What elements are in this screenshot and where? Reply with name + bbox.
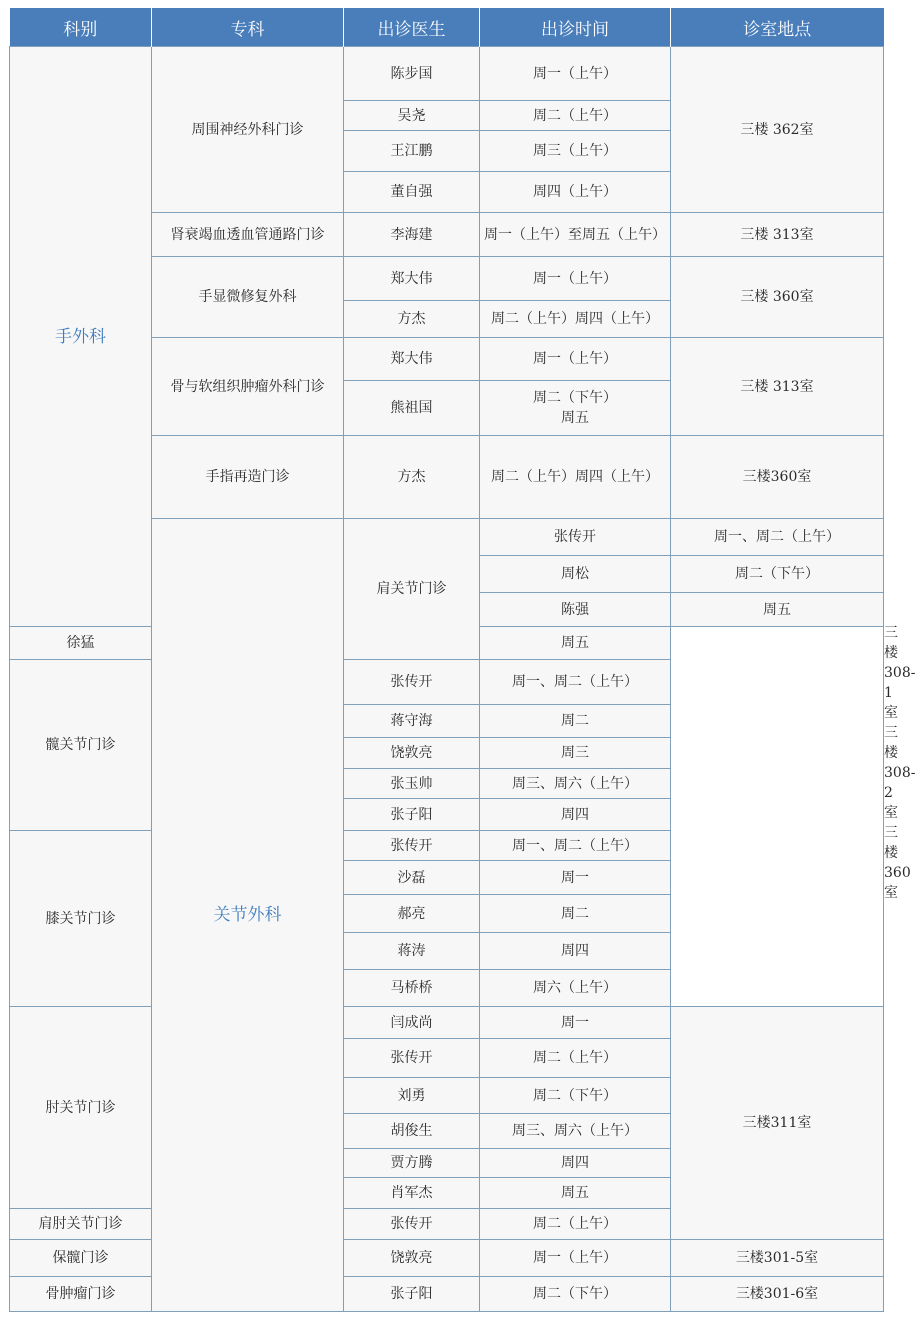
doctor-cell: 马桥桥 <box>344 970 480 1007</box>
specialty-cell: 膝关节门诊 <box>10 831 152 1007</box>
header-row <box>10 8 884 47</box>
time-cell: 周一（上午） <box>480 338 671 381</box>
time-cell: 周二 <box>480 895 671 933</box>
doctor-cell: 沙磊 <box>344 861 480 895</box>
doctor-cell: 张传开 <box>480 519 671 556</box>
time-cell: 周一、周二（上午） <box>480 831 671 861</box>
time-cell: 周六（上午） <box>480 970 671 1007</box>
specialty-cell: 髋关节门诊 <box>10 660 152 831</box>
time-cell: 周二（下午） <box>480 1277 671 1312</box>
time-line: 周五 <box>561 410 589 426</box>
header-specialty: 专科 <box>152 8 344 47</box>
time-cell: 周二（上午）周四（上午） <box>480 436 671 519</box>
doctor-cell: 张传开 <box>344 660 480 705</box>
time-cell: 周二（下午） <box>671 556 884 593</box>
time-cell: 周四 <box>480 799 671 831</box>
doctor-cell: 刘勇 <box>344 1078 480 1114</box>
room-cell: 三楼301-6室 <box>671 1277 884 1312</box>
time-cell: 周二（上午） <box>480 1209 671 1240</box>
specialty-cell: 肩关节门诊 <box>344 519 480 660</box>
time-line: 周二（下午） <box>533 390 617 406</box>
specialty-cell: 肾衰竭血透血管通路门诊 <box>152 213 344 257</box>
time-cell: 周二 <box>480 705 671 738</box>
header-time: 出诊时间 <box>480 8 671 47</box>
time-cell: 周二（下午） <box>480 1078 671 1114</box>
room-cell: 三楼 360室 <box>671 257 884 338</box>
time-cell: 周三、周六（上午） <box>480 1114 671 1149</box>
time-cell: 周一 <box>480 861 671 895</box>
doctor-cell: 徐猛 <box>10 627 152 660</box>
department-cell: 手外科 <box>10 47 152 627</box>
time-cell: 周一（上午） <box>480 47 671 101</box>
time-cell: 周二（上午）周四（上午） <box>480 301 671 338</box>
doctor-cell: 郑大伟 <box>344 257 480 301</box>
time-cell: 周一、周二（上午） <box>671 519 884 556</box>
department-cell: 关节外科 <box>152 519 344 1312</box>
table-row <box>10 1007 884 1039</box>
doctor-cell: 饶敦亮 <box>344 738 480 769</box>
doctor-cell: 周松 <box>480 556 671 593</box>
time-cell: 周一（上午） <box>480 1240 671 1277</box>
time-cell: 周三（上午） <box>480 131 671 172</box>
table-row <box>10 1277 884 1312</box>
specialty-cell: 手指再造门诊 <box>152 436 344 519</box>
time-cell: 周五 <box>480 627 671 660</box>
doctor-cell: 肖军杰 <box>344 1178 480 1209</box>
room-cell: 三楼311室 <box>671 1007 884 1240</box>
doctor-cell: 吴尧 <box>344 101 480 131</box>
header-department: 科别 <box>10 8 152 47</box>
doctor-cell: 方杰 <box>344 301 480 338</box>
time-cell: 周四 <box>480 933 671 970</box>
table-row <box>10 660 884 705</box>
doctor-cell: 闫成尚 <box>344 1007 480 1039</box>
room-cell: 三楼301-5室 <box>671 1240 884 1277</box>
doctor-cell: 贾方腾 <box>344 1149 480 1178</box>
doctor-cell: 蒋涛 <box>344 933 480 970</box>
time-cell: 周五 <box>671 593 884 627</box>
doctor-cell: 董自强 <box>344 172 480 213</box>
specialty-cell: 肘关节门诊 <box>10 1007 152 1209</box>
specialty-cell: 周围神经外科门诊 <box>152 47 344 213</box>
doctor-cell: 张传开 <box>344 831 480 861</box>
doctor-cell: 张传开 <box>344 1209 480 1240</box>
table-row <box>10 831 884 861</box>
doctor-cell: 张子阳 <box>344 799 480 831</box>
time-cell: 周二（上午） <box>480 101 671 131</box>
time-cell: 周一（上午）至周五（上午） <box>480 213 671 257</box>
table-row: 关节外科 肩关节门诊 张传开 周一、周二（上午） 三楼 308-1室 三楼 308-2室 三楼 360室 <box>10 519 884 556</box>
doctor-cell: 李海建 <box>344 213 480 257</box>
specialty-cell: 肩肘关节门诊 <box>10 1209 152 1240</box>
time-cell <box>480 381 671 436</box>
time-cell: 周四（上午） <box>480 172 671 213</box>
header-doctor: 出诊医生 <box>344 8 480 47</box>
time-cell: 周一 <box>480 1007 671 1039</box>
doctor-cell: 张子阳 <box>344 1277 480 1312</box>
time-cell: 周三 <box>480 738 671 769</box>
doctor-cell: 胡俊生 <box>344 1114 480 1149</box>
specialty-cell: 保髋门诊 <box>10 1240 152 1277</box>
time-cell: 周二（上午） <box>480 1039 671 1078</box>
doctor-cell: 陈步国 <box>344 47 480 101</box>
doctor-cell: 张传开 <box>344 1039 480 1078</box>
doctor-cell: 蒋守海 <box>344 705 480 738</box>
doctor-cell: 饶敦亮 <box>344 1240 480 1277</box>
table-row <box>10 1240 884 1277</box>
time-cell: 周五 <box>480 1178 671 1209</box>
doctor-cell: 方杰 <box>344 436 480 519</box>
specialty-cell: 骨肿瘤门诊 <box>10 1277 152 1312</box>
doctor-cell: 张玉帅 <box>344 769 480 799</box>
doctor-cell: 王江鹏 <box>344 131 480 172</box>
time-cell: 周一（上午） <box>480 257 671 301</box>
doctor-cell: 熊祖国 <box>344 381 480 436</box>
room-cell: 三楼 362室 <box>671 47 884 213</box>
time-cell: 周四 <box>480 1149 671 1178</box>
table-row <box>10 47 884 101</box>
clinic-schedule-table <box>9 8 915 1312</box>
doctor-cell: 郑大伟 <box>344 338 480 381</box>
room-cell: 三楼 313室 <box>671 213 884 257</box>
specialty-cell: 骨与软组织肿瘤外科门诊 <box>152 338 344 436</box>
specialty-cell: 手显微修复外科 <box>152 257 344 338</box>
header-room: 诊室地点 <box>671 8 884 47</box>
time-cell: 周一、周二（上午） <box>480 660 671 705</box>
time-cell: 周三、周六（上午） <box>480 769 671 799</box>
doctor-cell: 陈强 <box>480 593 671 627</box>
room-cell: 三楼 313室 <box>671 338 884 436</box>
room-cell: 三楼360室 <box>671 436 884 519</box>
doctor-cell: 郝亮 <box>344 895 480 933</box>
